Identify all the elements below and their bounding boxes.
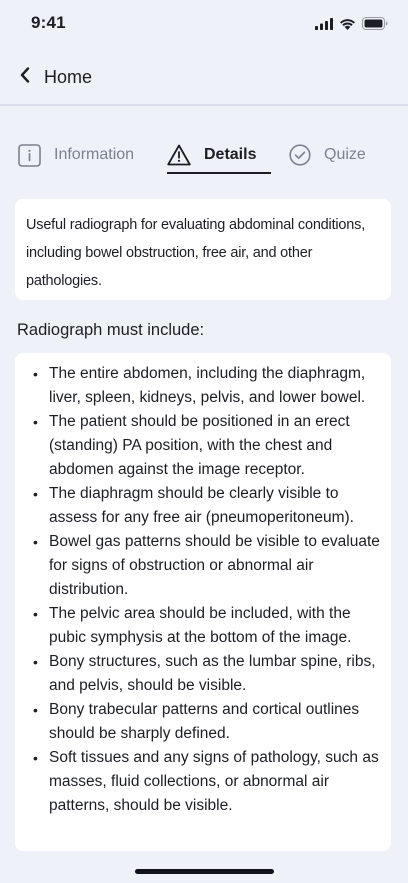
status-icons xyxy=(315,17,388,35)
list-item: • The patient should be positioned in an erect (standing) PA position, with the chest and abdomen against the image receptor. xyxy=(15,410,387,482)
list-item: • Bony structures, such as the lumbar spine, ribs, and pelvis, should be visible. xyxy=(15,650,387,698)
summary-card xyxy=(15,199,391,300)
wifi-icon xyxy=(339,17,356,35)
list-item: • The entire abdomen, including the diaphragm, liver, spleen, kidneys, pelvis, and lower bowel. xyxy=(15,362,387,410)
warning-triangle-icon xyxy=(167,144,191,166)
back-label: Home xyxy=(44,66,93,87)
info-icon xyxy=(18,144,41,167)
list-item: • The pelvic area should be included, with the pubic symphysis at the bottom of the image. xyxy=(15,602,387,650)
tab-details-label: Details xyxy=(204,146,257,163)
tab-details[interactable] xyxy=(167,135,256,175)
section-title: Radiograph must include: xyxy=(17,321,205,339)
list-item: • Bony trabecular patterns and cortical outlines should be sharply defined. xyxy=(15,698,387,746)
tab-quize[interactable] xyxy=(289,135,366,175)
list-item: • Bowel gas patterns should be visible to evaluate for signs of obstruction or abnormal air distribution. xyxy=(15,530,387,602)
status-bar xyxy=(0,0,408,50)
list-item: • Soft tissues and any signs of pathology, such as masses, fluid collections, or abnormal air patterns, should be visible. xyxy=(15,746,387,818)
requirements-list xyxy=(15,362,387,818)
tab-bar xyxy=(0,135,408,175)
home-indicator xyxy=(135,869,274,874)
active-tab-indicator xyxy=(167,172,271,174)
summary-text: Useful radiograph for evaluating abdominal conditions, including bowel obstruction, free air, and other pathologies. xyxy=(26,217,366,289)
tab-quize-label: Quize xyxy=(324,146,366,163)
requirements-card xyxy=(15,353,391,851)
nav-header xyxy=(0,50,408,106)
back-button[interactable] xyxy=(20,64,92,90)
battery-icon xyxy=(362,17,388,35)
list-item: • The diaphragm should be clearly visible to assess for any free air (pneumoperitoneum). xyxy=(15,482,387,530)
chevron-left-icon xyxy=(20,67,30,88)
tab-information[interactable] xyxy=(18,135,134,175)
status-time: 9:41 xyxy=(31,13,66,32)
tab-information-label: Information xyxy=(54,146,135,163)
check-circle-icon xyxy=(289,144,311,166)
cellular-signal-icon xyxy=(315,17,333,35)
